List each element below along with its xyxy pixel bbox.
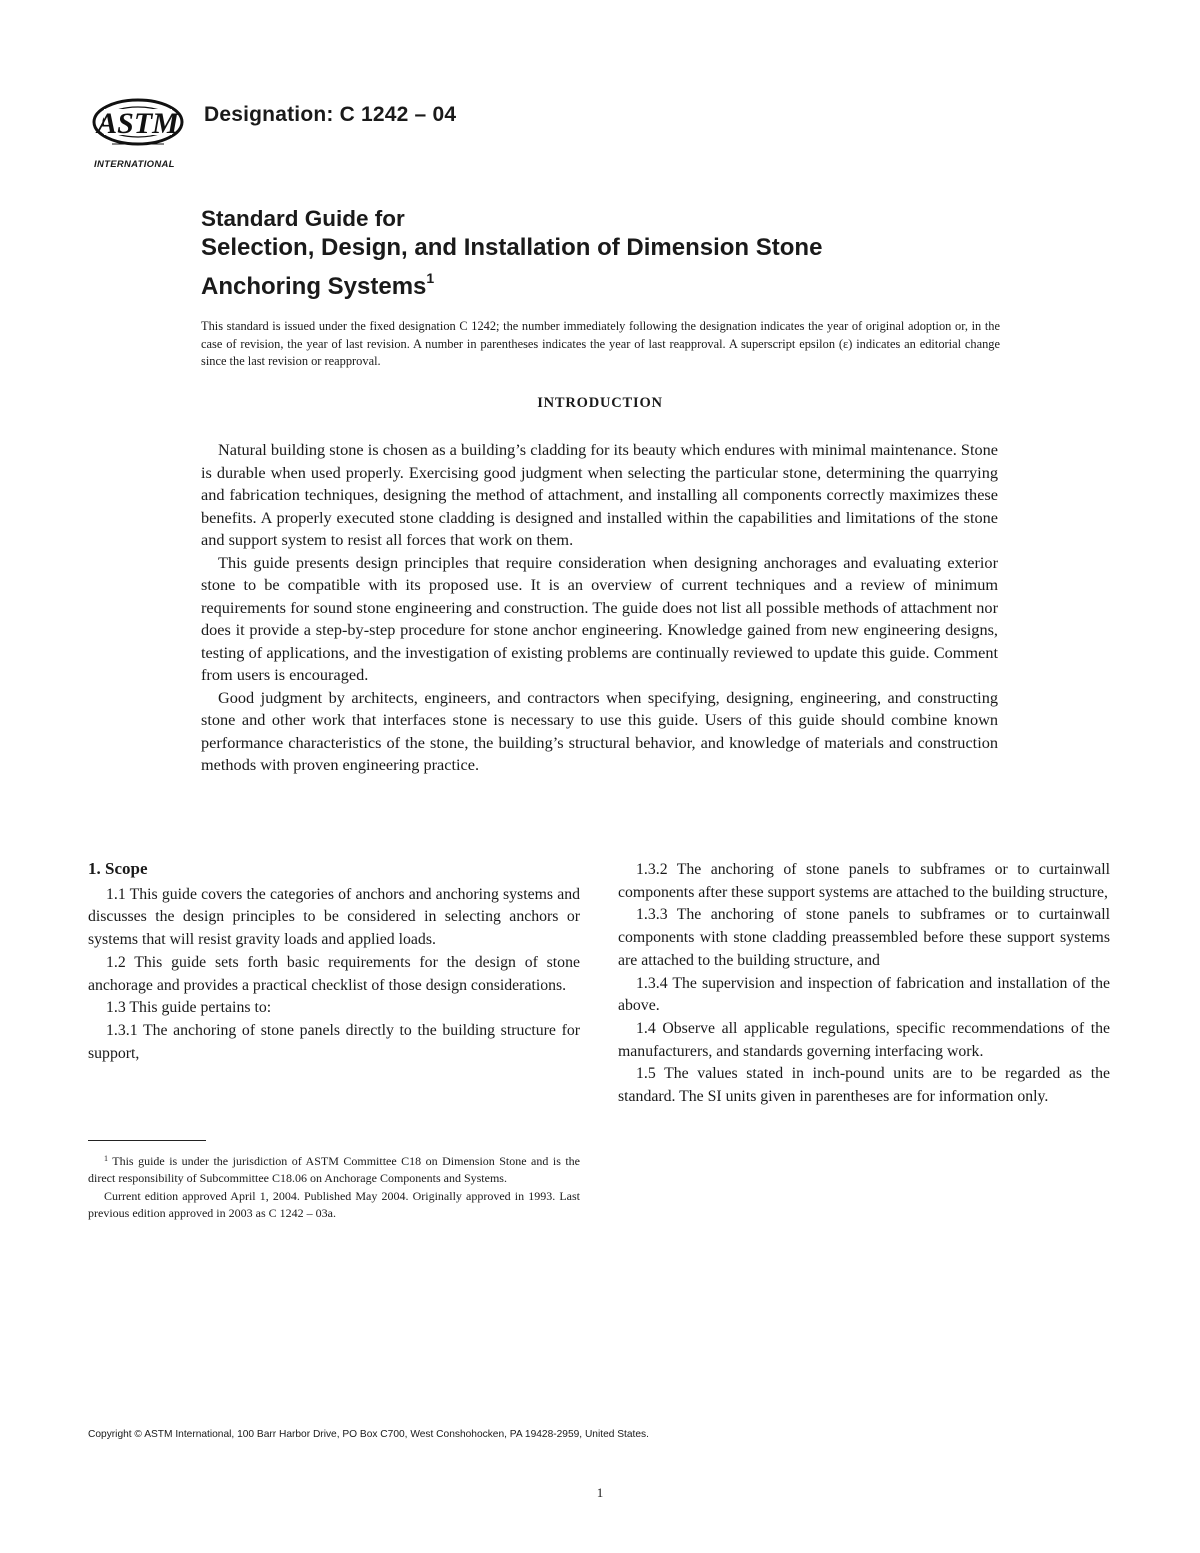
- title-line-3: [201, 263, 1001, 302]
- page-number: 1: [596, 1485, 604, 1500]
- introduction-paragraph: Good judgment by architects, engineers, and contractors when specifying, designing, engineering, and constructing stone and other work that interfaces stone is necessary to use this guide. Users of this guide should combine known performance characteristics of the stone, the building’s structural behavior, and knowledge of materials and construction methods with proven engineering practice.: [201, 687, 998, 774]
- title-line-2: Selection, Design, and Installation of Dimension Stone: [201, 234, 823, 261]
- copyright-line: Copyright © ASTM International, 100 Barr Harbor Drive, PO Box C700, West Conshohocken, PA 19428-2959, United States.: [88, 1429, 649, 1440]
- right-column: [618, 859, 1110, 1109]
- scope-paragraph: 1.3.1 The anchoring of stone panels directly to the building structure for support,: [88, 1021, 580, 1062]
- scope-number: 1.: [88, 859, 101, 878]
- scope-paragraph: 1.2 This guide sets forth basic requirements for the design of stone anchorage and provides a practical checklist of those design considerations.: [88, 953, 580, 994]
- introduction-body: [201, 439, 998, 777]
- footnote: [88, 1150, 580, 1222]
- standard-notice: This standard is issued under the fixed designation C 1242; the number immediately following the designation indicates the year of original adoption or, in the case of revision, the year of last revision. A number in parentheses indicates the year of last reapproval. A superscript epsilon (ε) indicates an editorial change since the last revision or reapproval.: [201, 319, 1000, 368]
- introduction-heading: INTRODUCTION: [537, 395, 663, 411]
- introduction-paragraph: This guide presents design principles that require consideration when designing anchorages and evaluating exterior stone to be compatible with its proposed use. It is an overview of current techniques and a review of minimum requirements for sound stone engineering and construction. The guide does not list all possible methods of attachment nor does it provide a step-by-step procedure for stone anchor engineering. Knowledge gained from new engineering designs, testing of applications, and the investigation of existing problems are continually reviewed to update this guide. Comment from users is encouraged.: [201, 552, 998, 684]
- scope-heading-text: Scope: [105, 859, 148, 878]
- footnote-mark: 1: [104, 1154, 108, 1163]
- designation: Designation: C 1242 – 04: [204, 103, 457, 126]
- title-line-1: Standard Guide for: [201, 206, 405, 231]
- footnote-paragraph: [88, 1150, 580, 1188]
- footnote-rule: [88, 1140, 206, 1141]
- title-line-3-text: Anchoring Systems: [201, 273, 427, 300]
- scope-paragraph: 1.1 This guide covers the categories of anchors and anchoring systems and discusses the design principles to be considered in selecting anchors or systems that will resist gravity loads and applied loads.: [88, 885, 580, 949]
- scope-paragraph: 1.3.4 The supervision and inspection of fabrication and installation of the above.: [618, 974, 1110, 1015]
- logo-mark-text: ASTM: [97, 107, 179, 140]
- scope-paragraph: 1.5 The values stated in inch-pound units are to be regarded as the standard. The SI units given in parentheses are for information only.: [618, 1065, 1110, 1106]
- introduction-paragraph: Natural building stone is chosen as a building’s cladding for its beauty which endures with minimal maintenance. Stone is durable when used properly. Exercising good judgment when selecting the particular stone, determining the quarrying and fabrication techniques, designing the method of attachment, and installing all components correctly maximizes these benefits. A properly executed stone cladding is designed and installed within the capabilities and limitations of the stone and support system to resist all forces that work on them.: [201, 440, 998, 549]
- left-column: [88, 858, 580, 1065]
- footnote-paragraph: Current edition approved April 1, 2004. Published May 2004. Originally approved in 1993. Last previous edition approved in 2003 as C 1242 – 03a.: [88, 1188, 580, 1220]
- scope-paragraph: 1.3 This guide pertains to:: [106, 999, 272, 1017]
- logo-subtext: INTERNATIONAL: [94, 159, 175, 170]
- title-block: [201, 204, 1001, 302]
- scope-paragraph: 1.4 Observe all applicable regulations, specific recommendations of the manufacturers, and standards governing interfacing work.: [618, 1019, 1110, 1060]
- title-footnote-mark: 1: [426, 270, 435, 286]
- scope-heading: [88, 858, 580, 881]
- scope-paragraph: 1.3.3 The anchoring of stone panels to subframes or to curtainwall components with stone cladding preassembled before these support systems are attached to the building structure, and: [618, 906, 1110, 969]
- scope-paragraph: 1.3.2 The anchoring of stone panels to subframes or to curtainwall components after these support systems are attached to the building structure,: [618, 861, 1110, 901]
- astm-logo: [88, 92, 192, 172]
- footnote-text: This guide is under the jurisdiction of ASTM Committee C18 on Dimension Stone and is the direct responsibility of Subcommittee C18.06 on Anchorage Components and Systems.: [88, 1154, 580, 1186]
